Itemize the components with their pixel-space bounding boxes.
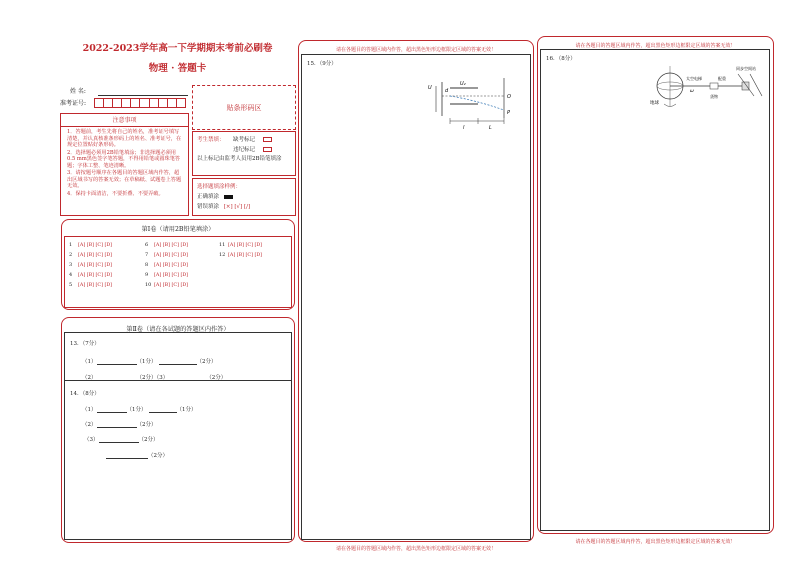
choice-column-3: [219, 242, 262, 262]
choice-row-5[interactable]: [69, 282, 112, 292]
choice-options[interactable]: [A] [B] [C] [D]: [154, 243, 189, 248]
ticket-label: 准考证号:: [60, 100, 87, 107]
q16-figure: [650, 60, 770, 112]
choice-options[interactable]: [A] [B] [C] [D]: [78, 243, 113, 248]
q14-p2-score: （2分）: [136, 422, 157, 428]
choice-number: 12: [219, 252, 226, 258]
notice-item-4: 4．保持卡面清洁，不要折叠、不要弄破。: [67, 190, 164, 197]
name-line[interactable]: [98, 95, 188, 96]
choice-options[interactable]: [A] [B] [C] [D]: [154, 283, 189, 288]
q14-p1-num: （1）: [82, 407, 97, 413]
choice-row-10[interactable]: [145, 282, 188, 292]
choice-number: 2: [69, 252, 73, 258]
q13-part2: [82, 373, 226, 381]
q15-label-o: O: [507, 94, 511, 100]
choice-number: 7: [145, 252, 149, 258]
section1-box: [61, 219, 295, 310]
q16-label-earth: 地球: [650, 101, 659, 106]
status-note: 以上标记由监考人员用2B铅笔填涂: [197, 156, 282, 162]
q14-p4-blank[interactable]: [106, 453, 148, 459]
q14-part4: [106, 451, 168, 459]
status-box: [192, 131, 296, 176]
q16-label-counterweight: 配重: [718, 76, 726, 81]
absent-label: 缺考标记: [233, 137, 256, 143]
q14-p2-blank[interactable]: [97, 422, 137, 428]
q15-label-u2: U₂: [460, 81, 466, 87]
q15-label-d: d: [445, 88, 449, 94]
q13-p3-blank[interactable]: [168, 375, 206, 381]
q15-top-warning: 请在各题目的答题区域内作答，超出黑色矩形边框限定区域的答案无效！: [335, 47, 496, 53]
correct-fill-label: 正确填涂: [197, 194, 220, 200]
choice-column-1: [69, 242, 112, 292]
q16-label-cargo: 货物: [710, 94, 718, 99]
q13-p1b-score: （2分）: [196, 359, 217, 365]
q16-top-warning: 请在各题目的答题区域内作答，超出黑色矩形边框限定区域的答案无效！: [575, 43, 736, 49]
choice-row-12[interactable]: [219, 252, 262, 262]
choice-column-2: [145, 242, 188, 292]
absent-checkbox[interactable]: [263, 137, 272, 142]
notice-box: [60, 113, 189, 216]
correct-fill-mark: [224, 195, 233, 199]
choice-number: 8: [145, 262, 149, 268]
q14-p3-blank[interactable]: [99, 437, 139, 443]
q13-p2-num: （2）: [82, 375, 97, 381]
q13-p1-blank[interactable]: [97, 359, 137, 365]
choice-number: 1: [69, 242, 73, 248]
section2-title: 第Ⅱ卷（请在各试题的答题区内作答）: [126, 326, 230, 333]
q14-p3-score: （2分）: [138, 437, 159, 443]
q16-head: 16．（8分）: [546, 56, 576, 62]
choice-number: 4: [69, 272, 73, 278]
q14-p4-score: （2分）: [148, 453, 168, 459]
choice-options[interactable]: [A] [B] [C] [D]: [78, 263, 113, 268]
q16-answer-area[interactable]: [540, 49, 770, 531]
choice-options[interactable]: [A] [B] [C] [D]: [154, 253, 189, 258]
q16-label-station: 同步空间站: [736, 66, 756, 71]
choice-row-11[interactable]: [219, 242, 262, 252]
choice-number: 5: [69, 282, 73, 288]
q14-head: 14．（8分）: [70, 391, 100, 397]
choice-options[interactable]: [A] [B] [C] [D]: [78, 283, 113, 288]
fill-sample-title: 选择题填涂样例：: [197, 184, 242, 190]
q13-p2-score: （2分）: [136, 375, 157, 381]
q16-label-omega: ω: [690, 89, 694, 94]
q13-part1: [82, 357, 217, 365]
q14-part2: [82, 420, 157, 428]
q13-p3-score: （2分）: [206, 375, 227, 381]
name-label: 姓 名:: [70, 88, 86, 95]
notice-item-3: 3．请按题号顺序在各题目的答题区域内作答，超出区域书写的答案无效；在草稿纸、试题卷上答题无效。: [67, 170, 182, 189]
wrong-fill-label: 错误填涂: [197, 204, 220, 210]
choice-row-7[interactable]: [145, 252, 188, 262]
q15-label-p: P: [507, 110, 511, 116]
barcode-area: [192, 85, 296, 130]
fill-sample-box: [192, 178, 296, 216]
choice-row-6[interactable]: [145, 242, 188, 252]
choice-options[interactable]: [A] [B] [C] [D]: [78, 253, 113, 258]
q15-label-L: L: [489, 125, 492, 130]
choice-row-8[interactable]: [145, 262, 188, 272]
q13-p1-score: （1分）: [136, 359, 157, 365]
status-label: 考生禁填：: [197, 137, 225, 143]
q13-p1b-blank[interactable]: [159, 359, 197, 365]
q15-label-l: l: [463, 125, 465, 130]
q13-p2-blank[interactable]: [97, 375, 137, 381]
q13-p3-num: （3）: [156, 375, 169, 381]
q14-p1b-blank[interactable]: [149, 407, 177, 413]
choice-row-3[interactable]: [69, 262, 112, 272]
q15-label-u: U: [428, 85, 432, 91]
notice-title: 注意事项: [61, 114, 188, 127]
ticket-number-boxes[interactable]: [94, 98, 186, 108]
section1-title: 第Ⅰ卷（请用2B铅笔填涂）: [141, 226, 215, 233]
q16-label-elevator: 太空电梯: [686, 76, 702, 81]
choice-number: 11: [219, 242, 226, 248]
choice-row-4[interactable]: [69, 272, 112, 282]
q14-p1b-score: （1分）: [176, 407, 197, 413]
violation-checkbox[interactable]: [263, 147, 272, 152]
notice-item-2: 2．选择题必须用2B铅笔填涂；非选择题必须用0.5 mm黑色签字笔答题，不得用铅笔或圆珠笔答题；字体工整、笔迹清晰。: [67, 149, 181, 169]
choice-number: 10: [145, 282, 152, 288]
q14-part1: [82, 405, 197, 413]
choice-options[interactable]: [A] [B] [C] [D]: [154, 273, 189, 278]
notice-item-1: 1．答题前，考生先将自己的姓名，准考证号填写清楚，并认真核准条形码上的姓名、准考证号，在规定位置贴好条形码。: [67, 129, 182, 148]
exam-title: 2022-2023学年高一下学期期末考前必刷卷: [82, 43, 273, 54]
q15-bottom-warning: 请在各题目的答题区域内作答，超出黑色矩形边框限定区域的答案无效！: [335, 546, 496, 552]
choice-row-1[interactable]: [69, 242, 112, 252]
q13-p1-num: （1）: [82, 359, 97, 365]
choice-row-2[interactable]: [69, 252, 112, 262]
choice-row-9[interactable]: [145, 272, 188, 282]
q14-part3: [84, 435, 159, 443]
choice-number: 3: [69, 262, 73, 268]
q14-p1-score: （1分）: [126, 407, 147, 413]
q15-head: 15．（9分）: [307, 61, 337, 67]
choice-options[interactable]: [A] [B] [C] [D]: [228, 243, 263, 248]
violation-label: 违纪标记: [233, 147, 256, 153]
q13-head: 13．（7分）: [70, 341, 100, 347]
q14-p2-num: （2）: [82, 422, 97, 428]
subject-title: 物理 · 答题卡: [148, 63, 207, 74]
choice-options[interactable]: [A] [B] [C] [D]: [228, 253, 263, 258]
q14-p1-blank[interactable]: [97, 407, 127, 413]
q16-bottom-warning: 请在各题目的答题区域内作答，超出黑色矩形边框限定区域的答案无效！: [575, 539, 736, 545]
q15-figure: [420, 74, 520, 130]
choice-number: 9: [145, 272, 149, 278]
wrong-fill-marks: [×] [√] [/]: [223, 204, 251, 210]
choice-options[interactable]: [A] [B] [C] [D]: [78, 273, 113, 278]
barcode-label: 贴条形码区: [226, 103, 262, 112]
q14-p3-num: （3）: [84, 437, 99, 443]
choice-number: 6: [145, 242, 149, 248]
choice-options[interactable]: [A] [B] [C] [D]: [154, 263, 189, 268]
section2-box: [61, 317, 295, 543]
